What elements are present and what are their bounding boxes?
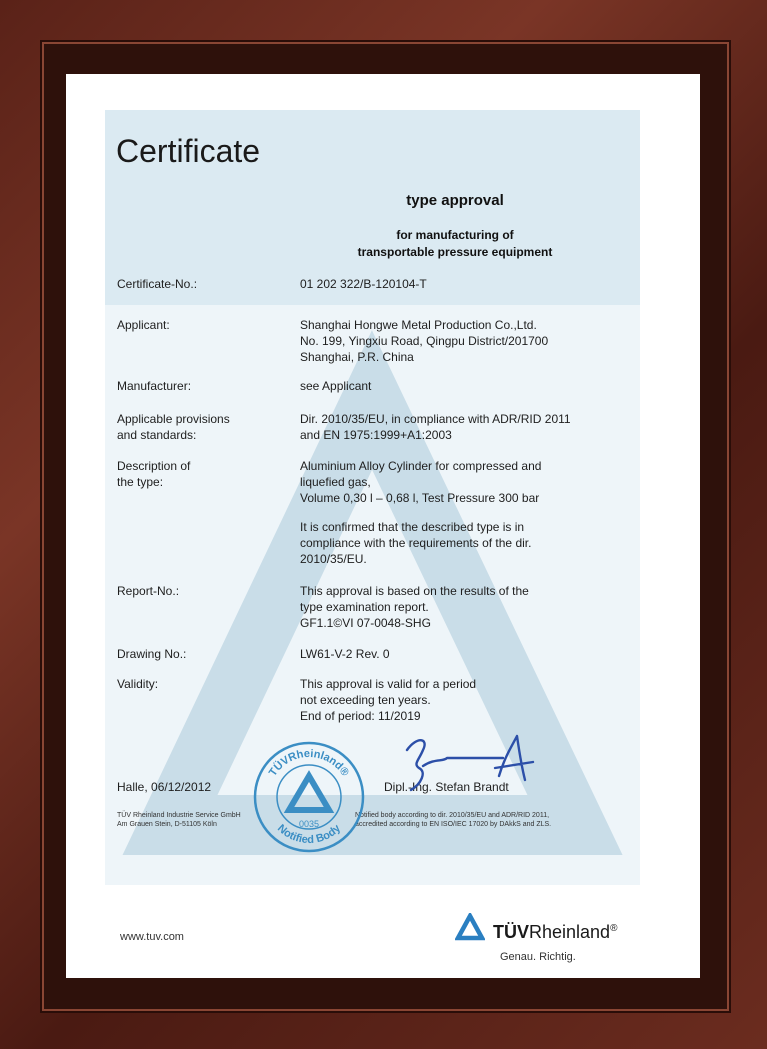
applicant-line-2: No. 199, Yingxiu Road, Qingpu District/201700 [300,334,549,348]
validity-label: Validity: [117,677,159,691]
issuer-line-2: Am Grauen Stein, D-51105 Köln [117,821,217,828]
report-label: Report-No.: [117,584,180,598]
signatory-name: Dipl.-Ing. Stefan Brandt [384,780,509,794]
notified-line-2: accredited according to EN ISO/IEC 17020 by DAkkS and ZLS. [355,821,552,828]
manufacturer-value: see Applicant [300,379,372,393]
notified-line-1: Notified body according to dir. 2010/35/EU and ADR/RID 2011, [355,812,550,819]
report-line-3: GF1.1©VI 07-0048-SHG [300,616,431,630]
drawing-label: Drawing No.: [117,647,187,661]
applicant-line-3: Shanghai, P.R. China [300,350,414,364]
place-date: Halle, 06/12/2012 [117,780,212,794]
validity-line-3: End of period: 11/2019 [300,709,421,723]
drawing-value: LW61-V-2 Rev. 0 [300,647,390,661]
description-label-1: Description of [117,459,191,473]
provisions-line-2: and EN 1975:1999+A1:2003 [300,428,452,442]
seal-bottom-text: Notified Body [275,822,343,847]
notified-body-seal-icon [252,740,367,855]
tuv-slogan: Genau. Richtig. [500,951,576,963]
seal-number: 0035 [298,819,320,829]
cert-no-label: Certificate-No.: [117,277,198,291]
confirm-line-2: compliance with the requirements of the dir. [300,536,532,550]
validity-line-1: This approval is valid for a period [300,677,477,691]
manufacturer-label: Manufacturer: [117,379,192,393]
description-line-2: liquefied gas, [300,475,371,489]
website-url: www.tuv.com [120,931,184,943]
confirm-line-3: 2010/35/EU. [300,552,367,566]
certificate-subtitle: type approval [406,192,504,209]
purpose-line-2: transportable pressure equipment [357,245,553,259]
description-line-3: Volume 0,30 l – 0,68 l, Test Pressure 300 bar [300,491,540,505]
signature [395,728,545,798]
confirm-line-1: It is confirmed that the described type is in [300,520,525,534]
validity-line-2: not exceeding ten years. [300,693,431,707]
tuv-triangle-logo-icon [455,913,485,941]
report-line-1: This approval is based on the results of the [300,584,529,598]
provisions-line-1: Dir. 2010/35/EU, in compliance with ADR/RID 2011 [300,412,571,426]
report-line-2: type examination report. [300,600,429,614]
seal-top-text: TÜVRheinland® [266,747,352,779]
provisions-label-1: Applicable provisions [117,412,230,426]
tuv-brand-name: TÜVRheinland® [493,922,618,942]
certificate-title: Certificate [116,133,261,169]
provisions-label-2: and standards: [117,428,197,442]
description-label-2: the type: [117,475,164,489]
applicant-label: Applicant: [117,318,170,332]
applicant-line-1: Shanghai Hongwe Metal Production Co.,Ltd. [300,318,537,332]
purpose-line-1: for manufacturing of [396,228,514,242]
description-line-1: Aluminium Alloy Cylinder for compressed and [300,459,542,473]
cert-no-value: 01 202 322/B-120104-T [300,277,427,291]
issuer-line-1: TÜV Rheinland Industrie Service GmbH [117,812,241,819]
